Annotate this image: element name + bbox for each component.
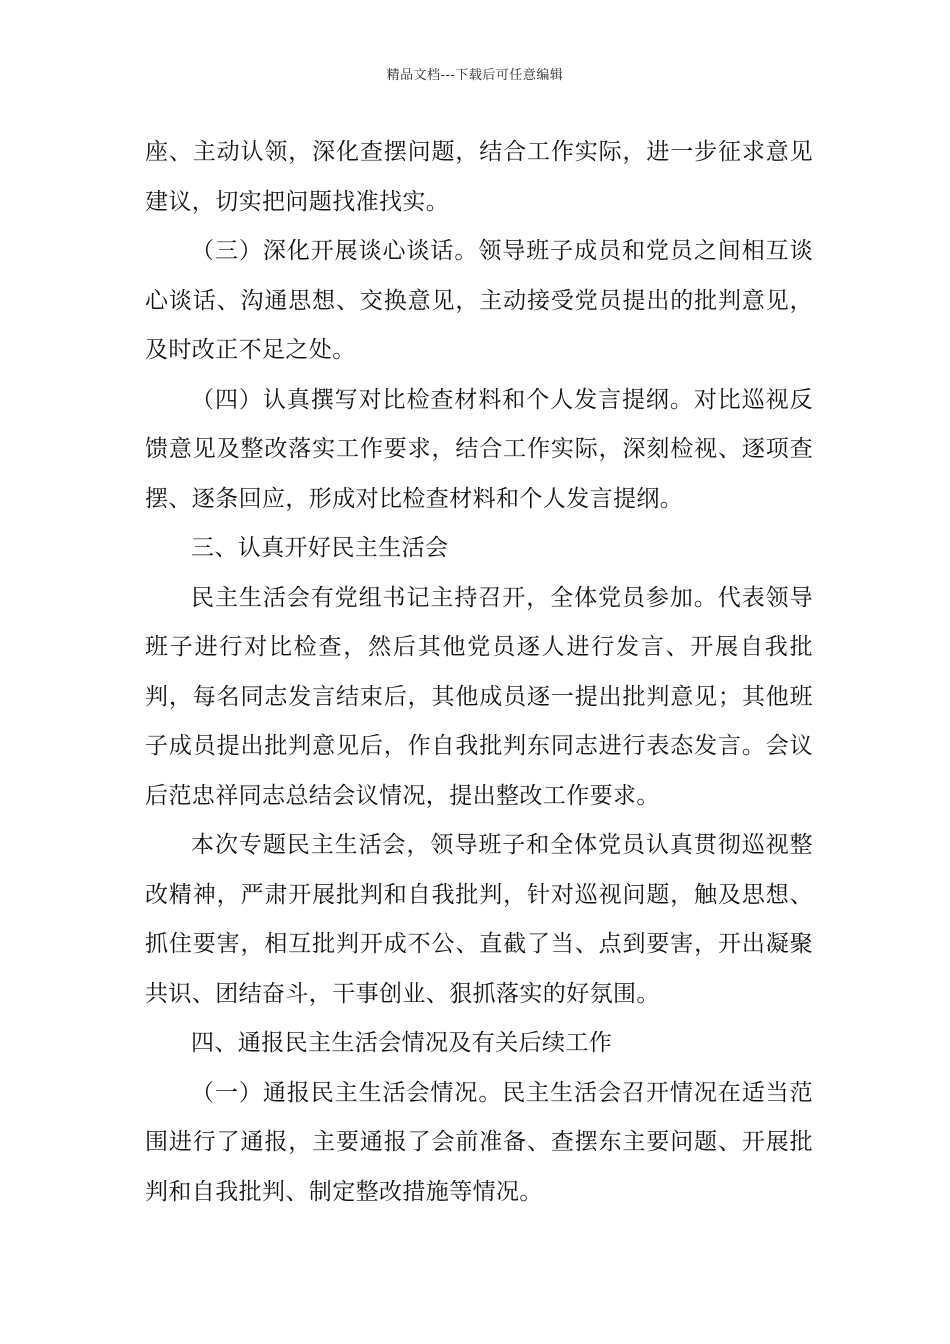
paragraph-item-one: （一）通报民主生活会情况。民主生活会召开情况在适当范围进行了通报，主要通报了会前准备、查摆东主要问题、开展批判和自我批判、制定整改措施等情况。	[145, 1079, 813, 1205]
document-body	[145, 128, 813, 1217]
section-heading-four: 四、通报民主生活会情况及有关后续工作	[191, 1030, 613, 1056]
section-heading-three: 三、认真开好民主生活会	[191, 535, 449, 561]
page-header: 精品文档---下载后可任意编辑	[386, 68, 564, 83]
paragraph-meeting-process: 民主生活会有党组书记主持召开，全体党员参加。代表领导班子进行对比检查，然后其他党员逐人进行发言、开展自我批判，每名同志发言结束后，其他成员逐一提出批判意见；其他班子成员提出批判意见后，作自我批判东同志进行表态发言。会议后范忠祥同志总结会议情况，提出整改工作要求。	[145, 584, 813, 809]
paragraph-meeting-summary: 本次专题民主生活会，领导班子和全体党员认真贯彻巡视整改精神，严肃开展批判和自我批判，针对巡视问题，触及思想、抓住要害，相互批判开成不公、直截了当、点到要害，开出凝聚共识、团结奋斗，干事创业、狠抓落实的好氛围。	[145, 832, 813, 1007]
paragraph-item-three: （三）深化开展谈心谈话。领导班子成员和党员之间相互谈心谈话、沟通思想、交换意见，主动接受党员提出的批判意见，及时改正不足之处。	[145, 238, 813, 363]
paragraph-continuation: 座、主动认领，深化查摆问题，结合工作实际，进一步征求意见建议，切实把问题找准找实。	[145, 139, 813, 215]
paragraph-item-four: （四）认真撰写对比检查材料和个人发言提纲。对比巡视反馈意见及整改落实工作要求，结合工作实际，深刻检视、逐项查摆、逐条回应，形成对比检查材料和个人发言提纲。	[145, 386, 813, 512]
